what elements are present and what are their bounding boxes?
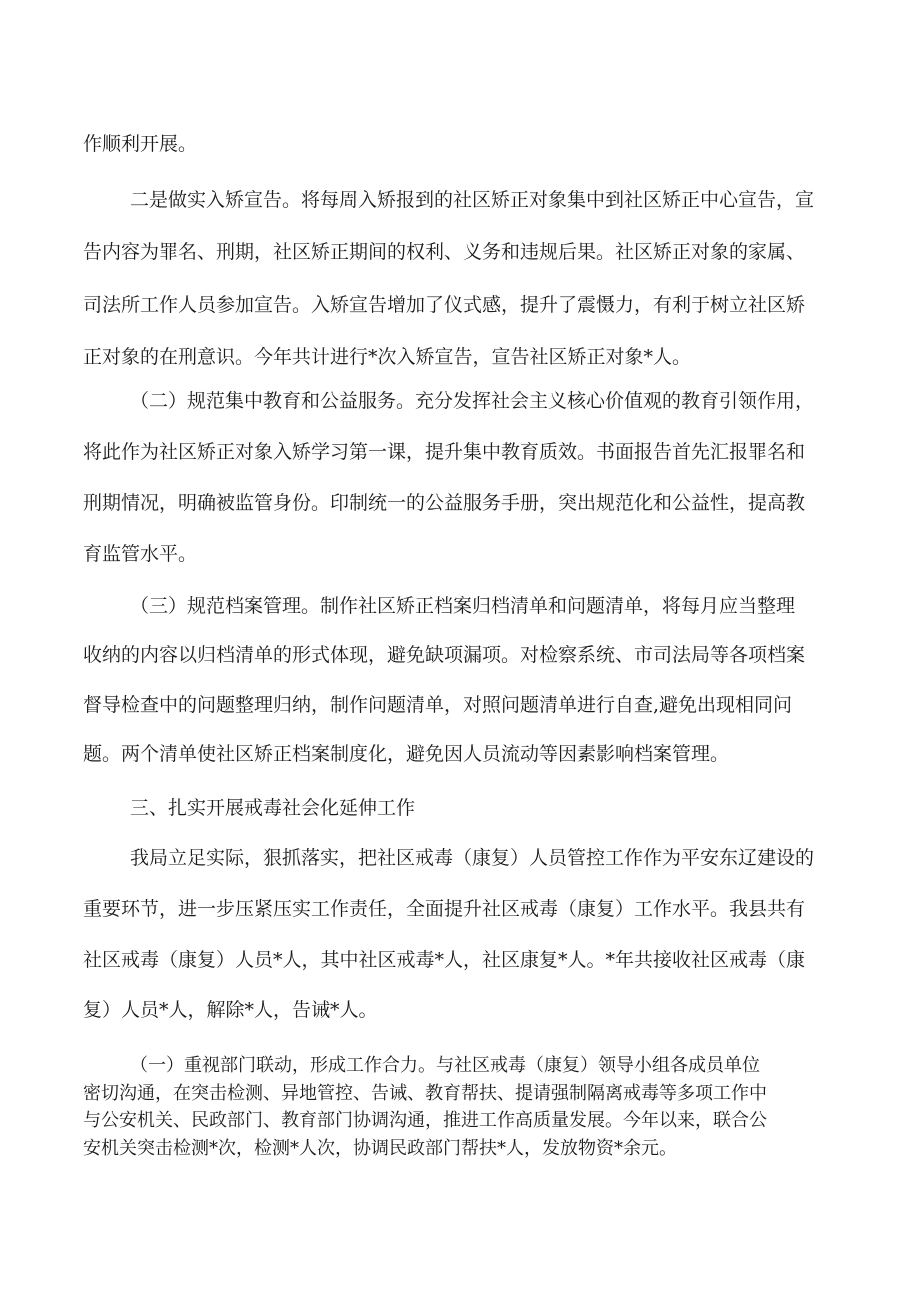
text-line: 安机关突击检测*次，检测*人次，协调民政部门帮扶*人，发放物资*余元。 [83, 1138, 677, 1159]
text-line: 告内容为罪名、刑期，社区矫正期间的权利、义务和违规后果。社区矫正对象的家属、 [83, 241, 806, 263]
text-line: 重要环节，进一步压紧压实工作责任，全面提升社区戒毒（康复）工作水平。我县共有 [83, 898, 806, 920]
text-line: 正对象的在刑意识。今年共计进行*次入矫宣告，宣告社区矫正对象*人。 [83, 346, 692, 368]
text-line: 育监管水平。 [83, 543, 198, 565]
text-line: 我局立足实际，狠抓落实，把社区戒毒（康复）人员管控工作作为平安东辽建设的 [130, 847, 815, 869]
text-line: 督导检查中的问题整理归纳，制作问题清单，对照问题清单进行自查,避免出现相同问 [83, 694, 793, 716]
text-line: 司法所工作人员参加宣告。入矫宣告增加了仪式感，提升了震慑力，有利于树立社区矫 [83, 294, 806, 316]
text-line: （一）重视部门联动，形成工作合力。与社区戒毒（康复）领导小组各成员单位 [130, 1055, 760, 1076]
text-line: 与公安机关、民政部门、教育部门协调沟通，推进工作高质量发展。今年以来，联合公 [83, 1110, 767, 1131]
text-line: （二）规范集中教育和公益服务。充分发挥社会主义核心价值观的教育引领作用， [130, 390, 815, 412]
section-heading: 三、扎实开展戒毒社会化延伸工作 [130, 797, 416, 819]
text-line: 二是做实入矫宣告。将每周入矫报到的社区矫正对象集中到社区矫正中心宣告，宣 [130, 189, 815, 211]
text-line: 收纳的内容以归档清单的形式体现，避免缺项漏项。对检察系统、市司法局等各项档案 [83, 644, 806, 666]
text-line: 社区戒毒（康复）人员*人，其中社区戒毒*人，社区康复*人。*年共接收社区戒毒（康 [83, 949, 806, 971]
text-line: 密切沟通，在突击检测、异地管控、告诫、教育帮扶、提请强制隔离戒毒等多项工作中 [83, 1083, 767, 1104]
text-line: （三）规范档案管理。制作社区矫正档案归档清单和问题清单，将每月应当整理 [130, 595, 796, 617]
text-line: 刑期情况，明确被监管身份。印制统一的公益服务手册，突出规范化和公益性，提高教 [83, 492, 806, 514]
text-line: 题。两个清单使社区矫正档案制度化，避免因人员流动等因素影响档案管理。 [83, 743, 730, 765]
text-line: 将此作为社区矫正对象入矫学习第一课，提升集中教育质效。书面报告首先汇报罪名和 [83, 441, 806, 463]
text-line: 复）人员*人，解除*人，告诫*人。 [83, 999, 378, 1021]
text-line: 作顺利开展。 [83, 133, 198, 155]
